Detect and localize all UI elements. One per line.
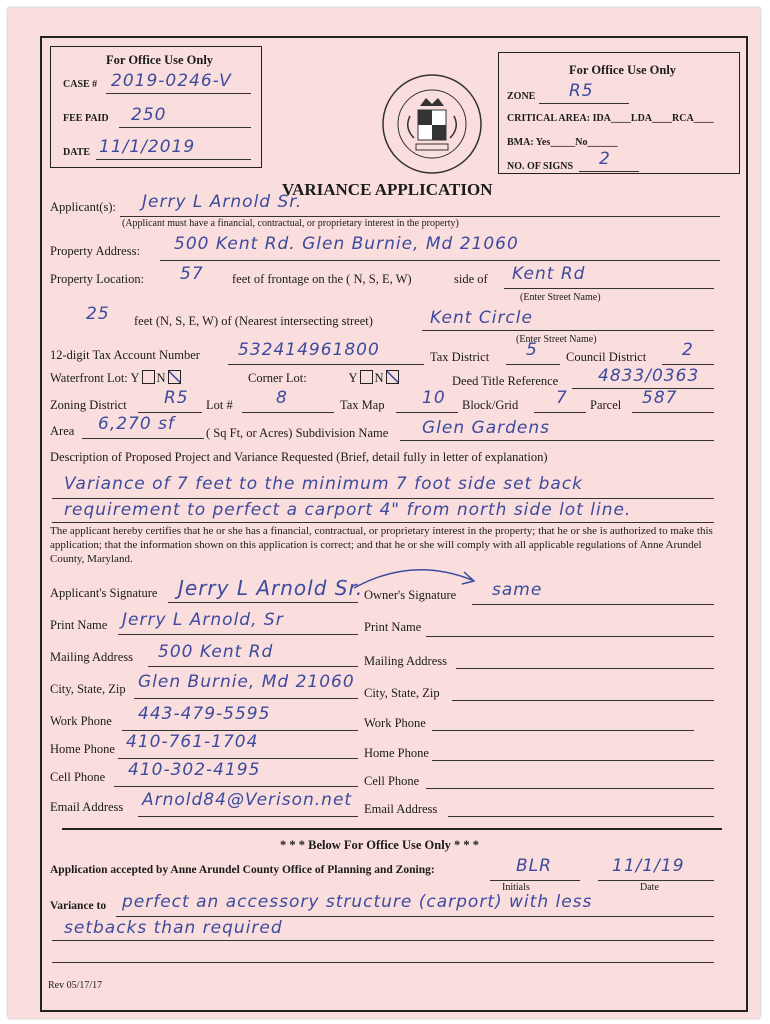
waterfront-lot-label: [50, 370, 183, 386]
area-label: Area: [50, 424, 75, 438]
county-seal-icon: [380, 72, 484, 176]
office-use-box-left: [50, 46, 262, 168]
description-label: Description of Proposed Project and Variance Requested (Brief, detail fully in letter of explanation): [50, 450, 548, 464]
document-page: [8, 8, 760, 1018]
corner-lot-text: Corner Lot:: [248, 371, 307, 385]
office-use-left-title: For Office Use Only: [106, 53, 214, 67]
subdivision-value: Glen Gardens: [422, 418, 550, 438]
date-label-bottom: Date: [640, 882, 659, 893]
side-of-label: side of: [454, 272, 488, 286]
owner-city-state-zip-label: City, State, Zip: [364, 686, 440, 700]
waterfront-lot-text: Waterfront Lot:: [50, 371, 128, 385]
owner-home-phone-label: Home Phone: [364, 746, 429, 760]
applicants-value: Jerry L Arnold Sr.: [142, 192, 303, 212]
tax-map-label: Tax Map: [340, 398, 385, 412]
tax-account-label: 12-digit Tax Account Number: [50, 348, 200, 362]
feet-value: 25: [86, 304, 110, 324]
email-address-value: Arnold84@Verison.net: [142, 790, 353, 810]
bma-label: BMA: Yes_____No______: [507, 137, 618, 148]
applicant-signature-value: Jerry L Arnold Sr.: [178, 576, 364, 600]
applicant-signature-label: Applicant's Signature: [50, 586, 158, 600]
print-name-value: Jerry L Arnold, Sr: [122, 610, 284, 630]
parcel-label: Parcel: [590, 398, 622, 412]
no-of-signs-value: 2: [599, 149, 611, 169]
owner-signature-label: Owner's Signature: [364, 588, 457, 602]
certification-text: The applicant hereby certifies that he or she has a financial, contractual, or proprietary interest in the property; that he or she is authorized to make this application; that the information shown on this application is correct; and that he or she will comply with all applicable regulations of Anne Arundel County, Maryland.: [50, 525, 713, 565]
frontage-text: feet of frontage on the ( N, S, E, W): [232, 272, 412, 286]
city-state-zip-label: City, State, Zip: [50, 682, 126, 696]
block-grid-label: Block/Grid: [462, 398, 519, 412]
zoning-district-value: R5: [164, 388, 189, 408]
applicant-note: (Applicant must have a financial, contractual, or proprietary interest in the property): [122, 218, 459, 229]
feet-text: feet (N, S, E, W) of (Nearest intersecting street): [134, 314, 373, 328]
waterfront-no-checkbox[interactable]: [168, 370, 181, 384]
date-value: 11/1/2019: [99, 137, 196, 157]
variance-to-line-2: setbacks than required: [64, 918, 283, 938]
owner-signature-value: same: [492, 580, 543, 600]
zoning-district-label: Zoning District: [50, 398, 127, 412]
property-address-label: Property Address:: [50, 244, 140, 258]
area-units-label: ( Sq Ft, or Acres) Subdivision Name: [206, 426, 389, 440]
owner-mailing-address-label: Mailing Address: [364, 654, 447, 668]
enter-street-hint-2: (Enter Street Name): [516, 334, 597, 345]
waterfront-yes-checkbox[interactable]: [142, 370, 155, 384]
deed-title-value: 4833/0363: [598, 366, 700, 386]
initials-value: BLR: [516, 856, 552, 876]
home-phone-label: Home Phone: [50, 742, 115, 756]
frontage-value: 57: [180, 264, 204, 284]
block-grid-value: 7: [556, 388, 568, 408]
applicants-label: Applicant(s):: [50, 200, 116, 214]
enter-street-hint: (Enter Street Name): [520, 292, 601, 303]
property-address-value: 500 Kent Rd. Glen Burnie, Md 21060: [174, 234, 519, 254]
deed-title-label: Deed Title Reference: [452, 374, 559, 388]
print-name-label: Print Name: [50, 618, 108, 632]
tax-district-label: Tax District: [430, 350, 490, 364]
work-phone-value: 443-479-5595: [138, 704, 271, 724]
property-location-label: Property Location:: [50, 272, 145, 286]
variance-to-line-1: perfect an accessory structure (carport) with less: [122, 892, 593, 912]
work-phone-label: Work Phone: [50, 714, 112, 728]
accepted-date-value: 11/1/19: [612, 856, 685, 876]
application-accepted-label: Application accepted by Anne Arundel County Office of Planning and Zoning:: [50, 864, 435, 876]
parcel-value: 587: [642, 388, 678, 408]
revision-label: Rev 05/17/17: [48, 980, 103, 991]
intersecting-street-value: Kent Circle: [430, 308, 533, 328]
lot-value: 8: [276, 388, 288, 408]
initials-label: Initials: [502, 882, 530, 893]
street-name-value: Kent Rd: [512, 264, 586, 284]
corner-no-checkbox[interactable]: [386, 370, 399, 384]
form-title: VARIANCE APPLICATION: [282, 180, 493, 199]
description-line-1: Variance of 7 feet to the minimum 7 foot side set back: [64, 474, 584, 494]
area-value: 6,270 sf: [98, 414, 175, 434]
lot-label: Lot #: [206, 398, 233, 412]
form-frame: [40, 36, 748, 1012]
office-divider: [62, 828, 722, 830]
waterfront-no-text: N: [156, 371, 166, 385]
mailing-address-label: Mailing Address: [50, 650, 133, 664]
fee-paid-label: FEE PAID: [63, 113, 109, 124]
tax-account-value: 532414961800: [238, 340, 380, 360]
mailing-address-value: 500 Kent Rd: [158, 642, 274, 662]
owner-print-name-label: Print Name: [364, 620, 422, 634]
owner-email-address-label: Email Address: [364, 802, 438, 816]
critical-area-label: CRITICAL AREA: IDA____LDA____RCA____: [507, 113, 714, 124]
home-phone-value: 410-761-1704: [126, 732, 259, 752]
no-of-signs-label: NO. OF SIGNS: [507, 161, 574, 172]
description-line-2: requirement to perfect a carport 4" from north side lot line.: [64, 500, 632, 520]
owner-cell-phone-label: Cell Phone: [364, 774, 420, 788]
variance-to-label: Variance to: [50, 900, 107, 912]
zone-label: ZONE: [507, 91, 536, 102]
date-label: DATE: [63, 147, 91, 158]
email-address-label: Email Address: [50, 800, 124, 814]
cell-phone-value: 410-302-4195: [128, 760, 261, 780]
corner-yes-checkbox[interactable]: [360, 370, 373, 384]
corner-yes-text: Y: [348, 371, 358, 385]
waterfront-yes-text: Y: [130, 371, 140, 385]
corner-no-text: N: [374, 371, 384, 385]
office-use-box-right: [498, 52, 740, 174]
tax-district-value: 5: [526, 340, 538, 360]
office-use-right-title: For Office Use Only: [569, 63, 677, 77]
council-district-label: Council District: [566, 350, 647, 364]
owner-work-phone-label: Work Phone: [364, 716, 426, 730]
cell-phone-label: Cell Phone: [50, 770, 106, 784]
zone-value: R5: [569, 81, 594, 101]
city-state-zip-value: Glen Burnie, Md 21060: [138, 672, 355, 692]
council-district-value: 2: [682, 340, 694, 360]
fee-paid-value: 250: [131, 105, 167, 125]
case-value: 2019-0246-V: [111, 71, 232, 91]
corner-lot-label: [248, 370, 401, 386]
case-label: CASE #: [63, 79, 98, 90]
below-office-use-heading: * * * Below For Office Use Only * * *: [280, 838, 480, 852]
tax-map-value: 10: [422, 388, 446, 408]
